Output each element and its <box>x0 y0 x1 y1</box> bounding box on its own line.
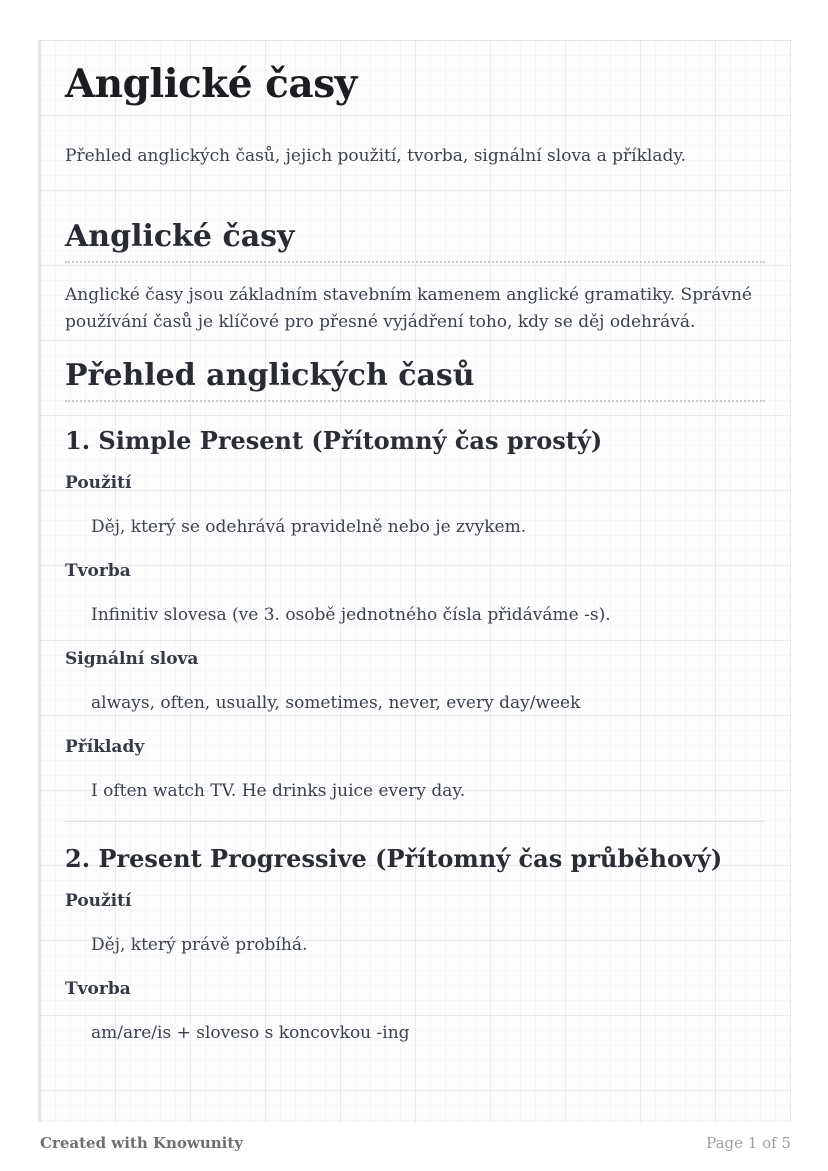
tense-heading-present-progressive: 2. Present Progressive (Přítomný čas průběhový) <box>65 844 723 874</box>
section-divider <box>65 821 765 822</box>
tense-item-text: Děj, který se odehrává pravidelně nebo je zvykem. <box>91 517 527 538</box>
tense-item-label: Tvorba <box>65 979 131 1000</box>
page-footer <box>40 1134 791 1152</box>
tense-item-label: Příklady <box>65 737 145 758</box>
footer-credit: Created with Knowunity <box>40 1134 243 1152</box>
tense-item-text: I often watch TV. He drinks juice every day. <box>91 781 466 802</box>
tense-item-label: Použití <box>65 473 132 494</box>
page-indicator: Page 1 of 5 <box>706 1134 791 1152</box>
tense-item-text: always, often, usually, sometimes, never, every day/week <box>91 693 581 714</box>
lead-paragraph: Přehled anglických časů, jejich použití, tvorba, signální slova a příklady. <box>65 146 687 167</box>
tense-item-text: Děj, který právě probíhá. <box>91 935 308 956</box>
document-page <box>38 40 791 1122</box>
tense-heading-simple-present: 1. Simple Present (Přítomný čas prostý) <box>65 426 603 456</box>
page-title: Anglické časy <box>65 61 357 107</box>
overview-heading: Přehled anglických časů <box>65 358 765 402</box>
section-intro: Anglické časy jsou základním stavebním kamenem anglické gramatiky. Správné používání časů je klíčové pro přesné vyjádření toho, kdy se děj odehrává. <box>65 285 752 333</box>
tense-item-text: Infinitiv slovesa (ve 3. osobě jednotného čísla přidáváme -s). <box>91 605 611 626</box>
tense-item-text: am/are/is + sloveso s koncovkou -ing <box>91 1023 410 1044</box>
tense-item-label: Signální slova <box>65 649 199 670</box>
tense-item-label: Tvorba <box>65 561 131 582</box>
section-heading: Anglické časy <box>65 219 765 263</box>
tense-item-label: Použití <box>65 891 132 912</box>
